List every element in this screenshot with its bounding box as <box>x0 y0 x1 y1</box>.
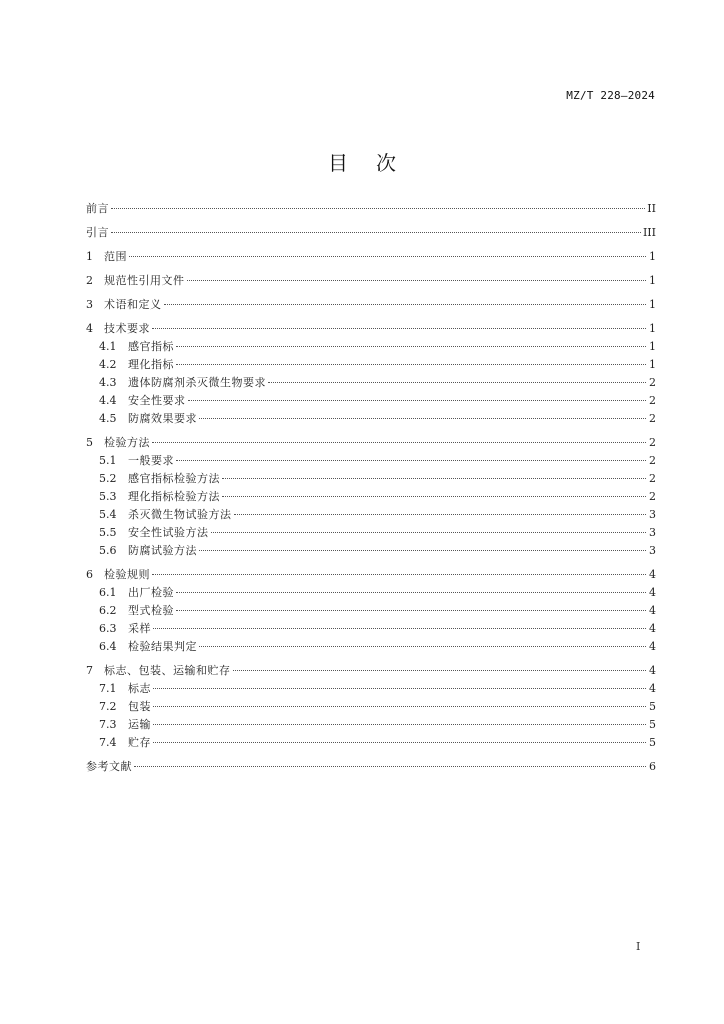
toc-entry-title: 术语和定义 <box>104 298 162 311</box>
toc-dot-leader <box>111 232 641 233</box>
toc-dot-leader <box>152 442 646 443</box>
toc-entry-title: 出厂检验 <box>128 586 174 599</box>
toc-entry[interactable] <box>86 338 656 356</box>
standard-code: MZ/T 228—2024 <box>566 89 655 102</box>
toc-entry[interactable] <box>86 566 656 584</box>
page-title: 目次 <box>328 151 424 175</box>
toc-entry-number: 4.1 <box>99 340 117 353</box>
toc-entry-title: 运输 <box>128 718 151 731</box>
toc-entry[interactable] <box>86 248 656 266</box>
toc-entry-title: 前言 <box>86 202 109 215</box>
toc-dot-leader <box>153 724 646 725</box>
toc-entry-number: 7.3 <box>99 718 117 731</box>
toc-entry-title: 标志 <box>128 682 151 695</box>
toc-entry[interactable] <box>86 200 656 218</box>
toc-entry-title: 理化指标 <box>128 358 174 371</box>
toc-dot-leader <box>153 628 646 629</box>
toc-entry-number: 7.4 <box>99 736 117 749</box>
toc-entry[interactable] <box>86 470 656 488</box>
toc-entry-number: 5 <box>86 436 93 449</box>
toc-entry-page: II <box>647 202 656 215</box>
toc-entry-page: 3 <box>649 526 656 539</box>
toc-entry-number: 4.2 <box>99 358 117 371</box>
toc-entry-number: 5.4 <box>99 508 117 521</box>
toc-entry-page: 1 <box>649 298 656 311</box>
toc-entry-title: 理化指标检验方法 <box>128 490 220 503</box>
toc-entry-title: 防腐试验方法 <box>128 544 197 557</box>
toc-entry-title: 安全性要求 <box>128 394 186 407</box>
toc-dot-leader <box>176 592 646 593</box>
toc-entry[interactable] <box>86 716 656 734</box>
toc-entry-number: 5.6 <box>99 544 117 557</box>
toc-entry[interactable] <box>86 506 656 524</box>
toc-entry-page: 1 <box>649 358 656 371</box>
toc-entry[interactable] <box>86 602 656 620</box>
toc-entry[interactable] <box>86 374 656 392</box>
toc-entry-page: III <box>642 226 656 239</box>
toc-entry[interactable] <box>86 356 656 374</box>
toc-dot-leader <box>111 208 645 209</box>
toc-entry-number: 7.1 <box>99 682 117 695</box>
toc-entry-number: 4.5 <box>99 412 117 425</box>
toc-entry-page: 1 <box>649 274 656 287</box>
toc-entry-page: 4 <box>649 622 656 635</box>
toc-dot-leader <box>188 400 647 401</box>
toc-entry-number: 6.2 <box>99 604 117 617</box>
toc-entry-title: 引言 <box>86 226 109 239</box>
toc-dot-leader <box>176 346 646 347</box>
toc-entry-number: 3 <box>86 298 93 311</box>
toc-entry-title: 采样 <box>128 622 151 635</box>
toc-entry[interactable] <box>86 392 656 410</box>
toc-entry-number: 6.3 <box>99 622 117 635</box>
toc-entry[interactable] <box>86 488 656 506</box>
toc-entry-title: 技术要求 <box>104 322 150 335</box>
toc-entry-page: 4 <box>649 664 656 677</box>
toc-entry-page: 5 <box>649 736 656 749</box>
toc-entry[interactable] <box>86 410 656 428</box>
toc-entry-number: 1 <box>86 250 93 263</box>
toc-dot-leader <box>129 256 646 257</box>
toc-entry-page: 2 <box>649 436 656 449</box>
toc-entry[interactable] <box>86 758 656 776</box>
page-number: I <box>636 940 641 953</box>
toc-entry-page: 3 <box>649 508 656 521</box>
table-of-contents <box>86 200 656 776</box>
toc-entry-page: 2 <box>649 454 656 467</box>
toc-entry[interactable] <box>86 296 656 314</box>
toc-entry-page: 4 <box>649 604 656 617</box>
toc-dot-leader <box>233 670 647 671</box>
toc-entry-page: 6 <box>649 760 656 773</box>
toc-entry-number: 5.1 <box>99 454 117 467</box>
toc-entry-page: 5 <box>649 700 656 713</box>
toc-entry[interactable] <box>86 680 656 698</box>
toc-entry-number: 2 <box>86 274 93 287</box>
toc-dot-leader <box>153 688 646 689</box>
toc-entry-title: 感官指标检验方法 <box>128 472 220 485</box>
toc-entry-page: 2 <box>649 490 656 503</box>
toc-entry-page: 3 <box>649 544 656 557</box>
toc-dot-leader <box>164 304 647 305</box>
toc-dot-leader <box>176 364 646 365</box>
toc-entry-title: 包装 <box>128 700 151 713</box>
toc-entry[interactable] <box>86 734 656 752</box>
toc-entry[interactable] <box>86 584 656 602</box>
toc-entry[interactable] <box>86 698 656 716</box>
toc-entry[interactable] <box>86 320 656 338</box>
toc-entry-title: 感官指标 <box>128 340 174 353</box>
toc-entry-number: 5.2 <box>99 472 117 485</box>
toc-entry[interactable] <box>86 638 656 656</box>
toc-entry-title: 遗体防腐剂杀灭微生物要求 <box>128 376 266 389</box>
toc-dot-leader <box>199 646 646 647</box>
toc-entry-title: 一般要求 <box>128 454 174 467</box>
toc-entry-page: 1 <box>649 340 656 353</box>
toc-dot-leader <box>152 574 646 575</box>
toc-entry-page: 2 <box>649 472 656 485</box>
toc-entry-page: 2 <box>649 376 656 389</box>
toc-dot-leader <box>211 532 647 533</box>
toc-dot-leader <box>199 550 646 551</box>
toc-dot-leader <box>222 478 646 479</box>
toc-dot-leader <box>268 382 646 383</box>
toc-entry-page: 4 <box>649 682 656 695</box>
toc-entry-page: 2 <box>649 394 656 407</box>
toc-entry[interactable] <box>86 452 656 470</box>
toc-dot-leader <box>187 280 647 281</box>
toc-entry-title: 规范性引用文件 <box>104 274 185 287</box>
toc-dot-leader <box>134 766 646 767</box>
toc-entry-page: 4 <box>649 640 656 653</box>
toc-entry-title: 安全性试验方法 <box>128 526 209 539</box>
toc-dot-leader <box>234 514 647 515</box>
toc-entry-number: 4.4 <box>99 394 117 407</box>
toc-entry-title: 检验结果判定 <box>128 640 197 653</box>
toc-entry-title: 型式检验 <box>128 604 174 617</box>
toc-entry-number: 6.4 <box>99 640 117 653</box>
toc-entry-page: 1 <box>649 250 656 263</box>
toc-entry-number: 5.3 <box>99 490 117 503</box>
toc-dot-leader <box>153 742 646 743</box>
toc-entry-number: 5.5 <box>99 526 117 539</box>
toc-entry-title: 参考文献 <box>86 760 132 773</box>
toc-entry-title: 贮存 <box>128 736 151 749</box>
toc-entry-page: 1 <box>649 322 656 335</box>
toc-entry-number: 6.1 <box>99 586 117 599</box>
toc-entry-title: 杀灭微生物试验方法 <box>128 508 232 521</box>
toc-dot-leader <box>153 706 646 707</box>
toc-dot-leader <box>176 610 646 611</box>
toc-entry-title: 范围 <box>104 250 127 263</box>
toc-entry-page: 5 <box>649 718 656 731</box>
toc-dot-leader <box>176 460 646 461</box>
toc-entry[interactable] <box>86 662 656 680</box>
toc-entry-page: 2 <box>649 412 656 425</box>
toc-entry-number: 7.2 <box>99 700 117 713</box>
toc-entry-page: 4 <box>649 568 656 581</box>
toc-dot-leader <box>222 496 646 497</box>
toc-entry[interactable] <box>86 272 656 290</box>
toc-entry-title: 防腐效果要求 <box>128 412 197 425</box>
toc-entry-page: 4 <box>649 586 656 599</box>
toc-entry-number: 4 <box>86 322 93 335</box>
toc-entry-number: 7 <box>86 664 93 677</box>
toc-entry-title: 检验方法 <box>104 436 150 449</box>
toc-entry-number: 6 <box>86 568 93 581</box>
toc-entry[interactable] <box>86 620 656 638</box>
toc-entry[interactable] <box>86 542 656 560</box>
toc-entry-title: 标志、包装、运输和贮存 <box>104 664 231 677</box>
toc-entry-number: 4.3 <box>99 376 117 389</box>
toc-dot-leader <box>199 418 646 419</box>
toc-dot-leader <box>152 328 646 329</box>
toc-entry-title: 检验规则 <box>104 568 150 581</box>
toc-entry[interactable] <box>86 524 656 542</box>
toc-entry[interactable] <box>86 434 656 452</box>
toc-entry[interactable] <box>86 224 656 242</box>
